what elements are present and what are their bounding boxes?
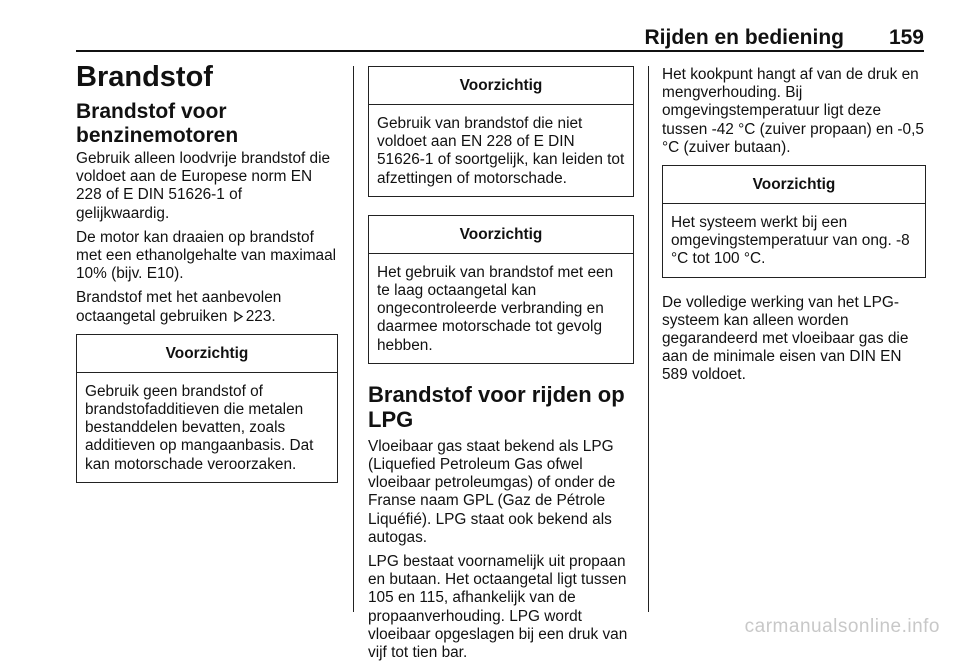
caution-title: Voorzichtig (369, 216, 633, 254)
paragraph: Het kookpunt hangt af van de druk en mengverhouding. Bij omgevingstemperatuur ligt deze tussen -42 °C (zuiver propaan) en -0,5 °C (zuiver butaan). (662, 66, 924, 156)
header-rule (76, 50, 924, 52)
caution-box (368, 66, 634, 197)
column-divider-1 (353, 66, 354, 612)
page-reference-icon (234, 311, 243, 322)
header-title: Rijden en bediening (644, 26, 844, 49)
column-1 (76, 60, 338, 497)
caution-box (662, 165, 926, 278)
caution-box (76, 334, 338, 483)
paragraph: LPG bestaat voornamelijk uit propaan en butaan. Het octaangetal ligt tussen 105 en 115, afhankelijk van de propaanverhouding. LPG wordt vloeibaar opgeslagen bij een druk van vijf tot tien bar. (368, 553, 628, 662)
page-number: 159 (888, 26, 924, 49)
caution-title: Voorzichtig (369, 67, 633, 105)
paragraph: De motor kan draaien op brandstof met een ethanolgehalte van maximaal 10% (bijv. E10). (76, 228, 337, 283)
paragraph: Vloeibaar gas staat bekend als LPG (Liquefied Petroleum Gas ofwel vloeibaar petroleumgas) of onder de Franse naam GPL (Gaz de Pétrole Liquéfié). LPG staat ook bekend als autogas. (368, 437, 616, 546)
column-3 (662, 66, 926, 391)
watermark: carmanualsonline.info (744, 616, 940, 637)
caution-text: Het gebruik van brandstof met een te laag octaangetal kan ongecontroleerde verbranding en daarmee motorschade tot gevolg hebben. (377, 263, 614, 354)
paragraph-with-reference (76, 289, 338, 325)
paragraph: Gebruik alleen loodvrije brandstof die voldoet aan de Europese norm EN 228 of E DIN 51626-1 of gelijkwaardig. (76, 150, 331, 222)
subsection-title-benzine: Brandstof voor benzinemotoren (76, 100, 239, 147)
page-header (76, 26, 924, 50)
caution-text: Gebruik geen brandstof of brandstofadditieven die metalen bestanddelen bevatten, zoals additieven op mangaanbasis. Dat kan motorschade veroorzaken. (85, 382, 314, 473)
caution-title: Voorzichtig (663, 166, 925, 204)
column-2 (368, 66, 634, 668)
section-title-brandstof: Brandstof (76, 61, 213, 93)
caution-box (368, 215, 634, 364)
caution-text: Gebruik van brandstof die niet voldoet aan EN 228 of E DIN 51626-1 of soortgelijk, kan leiden tot afzettingen of motorschade. (377, 115, 625, 187)
section-title-lpg: Brandstof voor rijden op LPG (368, 381, 625, 432)
column-divider-2 (648, 66, 649, 612)
caution-title: Voorzichtig (77, 335, 337, 373)
page-reference-link[interactable]: 223. (245, 307, 276, 325)
paragraph-text: Brandstof met het aanbevolen octaangetal gebruiken (76, 289, 282, 325)
caution-text: Het systeem werkt bij een omgevingstemperatuur van ong. -8 °C tot 100 °C. (671, 214, 910, 268)
paragraph: De volledige werking van het LPG-systeem kan alleen worden gegarandeerd met vloeibaar gas die aan de minimale eisen van DIN EN 589 voldoet. (662, 293, 909, 384)
